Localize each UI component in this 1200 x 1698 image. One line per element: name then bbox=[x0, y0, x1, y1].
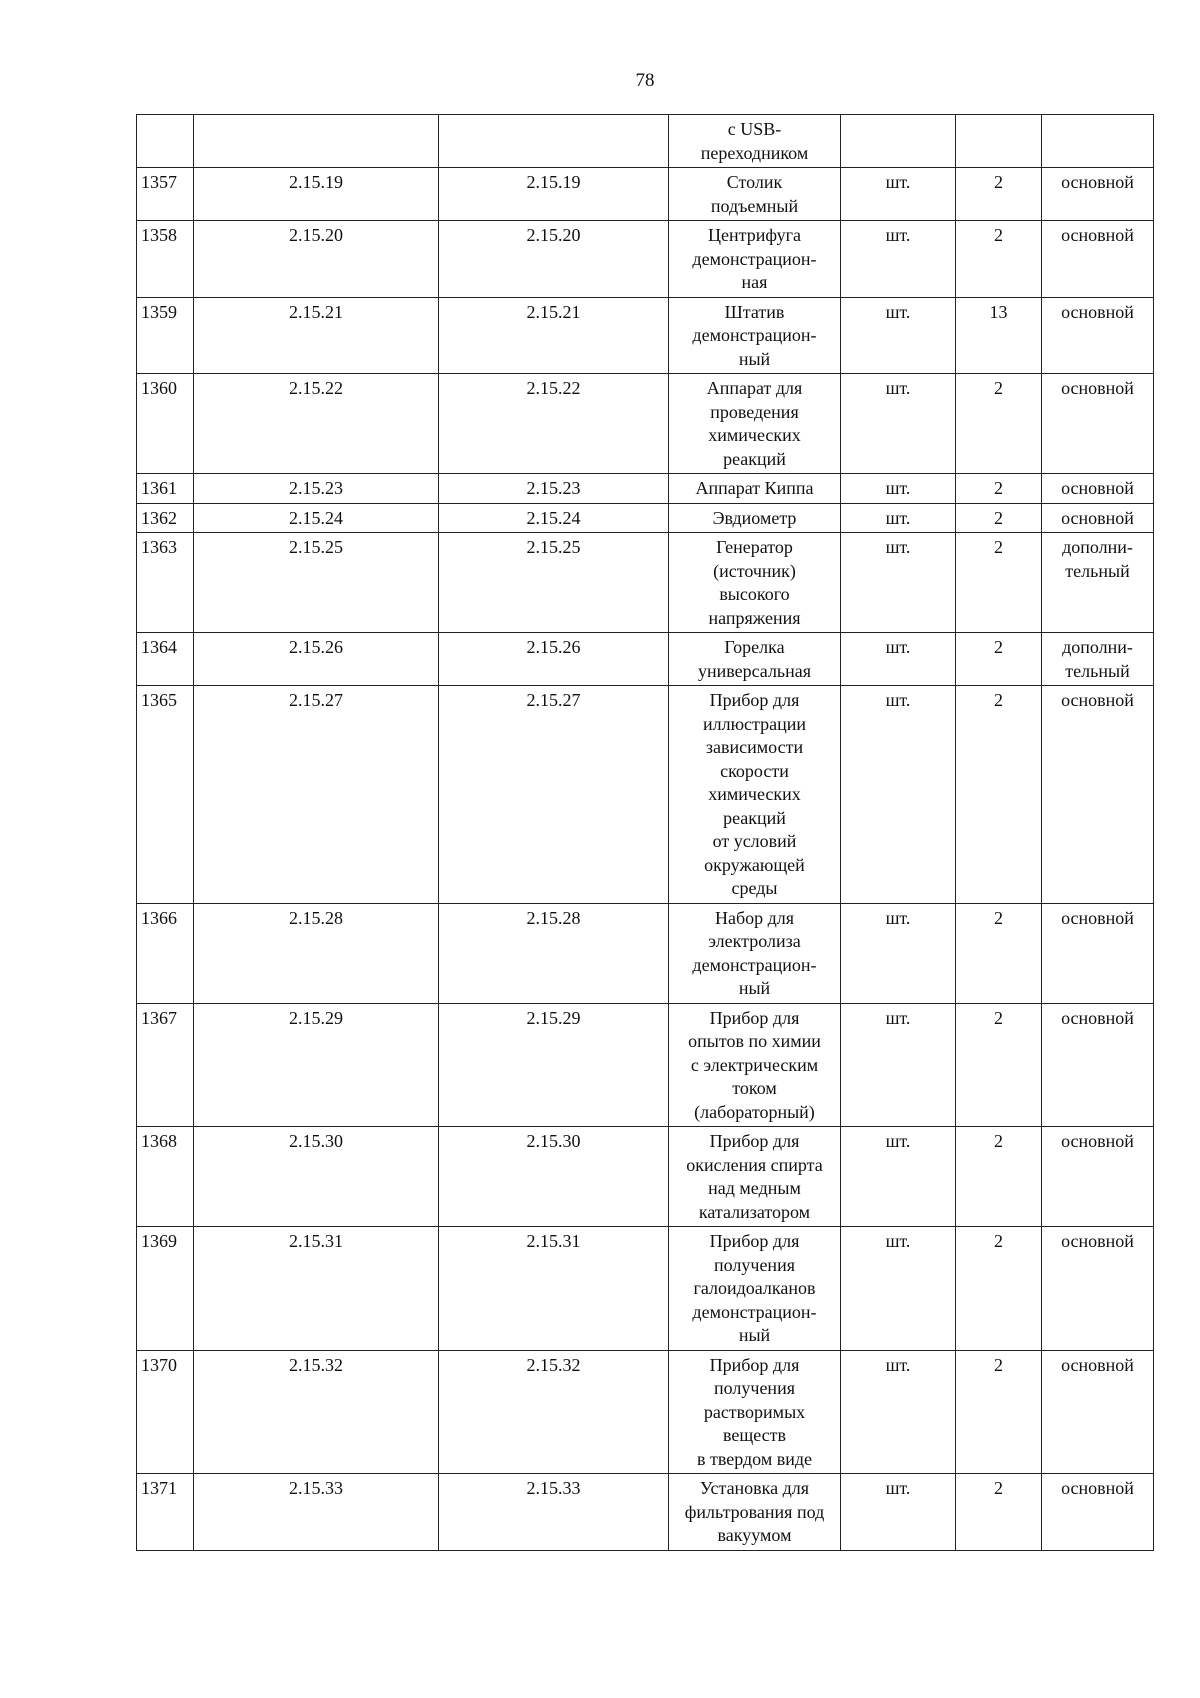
item-name-line: катализатором bbox=[698, 1201, 811, 1222]
unit-cell: шт. bbox=[841, 1474, 956, 1551]
unit-cell: шт. bbox=[841, 297, 956, 374]
item-name-line: среды bbox=[731, 878, 778, 898]
table-row bbox=[137, 1474, 1154, 1551]
code-alt-cell: 2.15.33 bbox=[439, 1474, 669, 1551]
row-number-cell bbox=[137, 115, 194, 168]
type-cell bbox=[1042, 297, 1154, 374]
code-alt-cell: 2.15.27 bbox=[439, 686, 669, 904]
type-line: основной bbox=[1061, 478, 1134, 498]
item-name-line: Столик bbox=[726, 172, 783, 192]
table-row bbox=[137, 1350, 1154, 1474]
unit-cell: шт. bbox=[841, 1003, 956, 1127]
item-name-line: получения bbox=[714, 1378, 795, 1398]
row-number-cell: 1371 bbox=[137, 1474, 194, 1551]
item-name-line: Прибор для bbox=[709, 1007, 800, 1028]
quantity-cell: 2 bbox=[956, 1003, 1042, 1127]
code-cell: 2.15.20 bbox=[194, 221, 439, 298]
item-name-line: Прибор для bbox=[709, 1231, 800, 1251]
item-name-line: демонстрацион- bbox=[692, 954, 817, 975]
item-name-cell bbox=[669, 903, 841, 1003]
table-row bbox=[137, 297, 1154, 374]
type-cell bbox=[1042, 1003, 1154, 1127]
item-name-line: от условий bbox=[712, 831, 797, 851]
item-name-line: проведения bbox=[710, 401, 799, 422]
table-row bbox=[137, 533, 1154, 633]
table-row bbox=[137, 1003, 1154, 1127]
type-cell bbox=[1042, 533, 1154, 633]
type-line: основной bbox=[1061, 907, 1134, 928]
row-number-cell: 1359 bbox=[137, 297, 194, 374]
item-name-line: (лабораторный) bbox=[694, 1101, 815, 1122]
item-name-line: зависимости bbox=[705, 737, 804, 757]
row-number-cell: 1357 bbox=[137, 168, 194, 221]
item-name-line: растворимых bbox=[703, 1401, 806, 1422]
row-number-cell: 1365 bbox=[137, 686, 194, 904]
row-number-cell: 1370 bbox=[137, 1350, 194, 1474]
item-name-line: ный bbox=[738, 348, 771, 369]
type-cell bbox=[1042, 633, 1154, 686]
item-name-line: током bbox=[732, 1078, 777, 1098]
item-name-line: скорости bbox=[720, 760, 789, 781]
type-cell bbox=[1042, 1227, 1154, 1351]
code-cell: 2.15.22 bbox=[194, 374, 439, 474]
row-number-cell: 1361 bbox=[137, 474, 194, 504]
item-name-line: демонстрацион- bbox=[692, 325, 817, 345]
code-cell: 2.15.31 bbox=[194, 1227, 439, 1351]
quantity-cell: 2 bbox=[956, 374, 1042, 474]
item-name-line: напряжения bbox=[708, 607, 801, 628]
item-name-line: Эвдиометр bbox=[712, 507, 797, 528]
type-cell bbox=[1042, 374, 1154, 474]
item-name-cell bbox=[669, 374, 841, 474]
item-name-line: Аппарат для bbox=[706, 378, 803, 398]
item-name-line: получения bbox=[714, 1254, 795, 1275]
code-cell: 2.15.33 bbox=[194, 1474, 439, 1551]
quantity-cell: 2 bbox=[956, 1350, 1042, 1474]
type-cell bbox=[1042, 1127, 1154, 1227]
code-cell: 2.15.21 bbox=[194, 297, 439, 374]
code-alt-cell: 2.15.30 bbox=[439, 1127, 669, 1227]
type-cell bbox=[1042, 168, 1154, 221]
code-alt-cell: 2.15.32 bbox=[439, 1350, 669, 1474]
type-cell bbox=[1042, 221, 1154, 298]
quantity-cell: 2 bbox=[956, 503, 1042, 533]
unit-cell: шт. bbox=[841, 633, 956, 686]
item-name-line: демонстрацион- bbox=[692, 1301, 817, 1322]
table-row bbox=[137, 633, 1154, 686]
quantity-cell: 2 bbox=[956, 686, 1042, 904]
quantity-cell bbox=[956, 115, 1042, 168]
type-line: основной bbox=[1061, 1131, 1134, 1151]
unit-cell: шт. bbox=[841, 168, 956, 221]
type-line: основной bbox=[1061, 301, 1134, 322]
item-name-line: Набор для bbox=[714, 907, 795, 928]
row-number-cell: 1367 bbox=[137, 1003, 194, 1127]
unit-cell: шт. bbox=[841, 533, 956, 633]
code-alt-cell bbox=[439, 115, 669, 168]
item-name-line: Прибор для bbox=[709, 690, 800, 710]
row-number-cell: 1366 bbox=[137, 903, 194, 1003]
item-name-line: (источник) bbox=[713, 560, 796, 581]
quantity-cell: 2 bbox=[956, 1127, 1042, 1227]
item-name-line: ный bbox=[738, 1325, 771, 1345]
item-name-line: в твердом виде bbox=[697, 1448, 812, 1469]
item-name-line: Прибор для bbox=[709, 1131, 800, 1151]
type-line: основной bbox=[1061, 507, 1134, 528]
item-name-line: реакций bbox=[723, 448, 786, 469]
item-name-line: реакций bbox=[723, 807, 786, 828]
unit-cell: шт. bbox=[841, 686, 956, 904]
quantity-cell: 2 bbox=[956, 903, 1042, 1003]
item-name-line: ный bbox=[738, 978, 771, 998]
item-name-line: с электрическим bbox=[690, 1054, 819, 1075]
table-row bbox=[137, 168, 1154, 221]
quantity-cell: 2 bbox=[956, 168, 1042, 221]
item-name-line: фильтрования под bbox=[684, 1501, 825, 1522]
item-name-cell bbox=[669, 533, 841, 633]
type-line: основной bbox=[1061, 378, 1134, 398]
type-line: дополни- bbox=[1062, 537, 1133, 557]
code-cell: 2.15.27 bbox=[194, 686, 439, 904]
code-cell: 2.15.28 bbox=[194, 903, 439, 1003]
unit-cell: шт. bbox=[841, 374, 956, 474]
code-cell bbox=[194, 115, 439, 168]
type-cell bbox=[1042, 1350, 1154, 1474]
item-name-cell bbox=[669, 1350, 841, 1474]
item-name-line: Центрифуга bbox=[708, 225, 801, 245]
item-name-line: Горелка bbox=[724, 637, 785, 657]
item-name-line: Прибор для bbox=[709, 1354, 800, 1375]
table-row bbox=[137, 1127, 1154, 1227]
item-name-line: демонстрацион- bbox=[692, 248, 817, 269]
type-line: основной bbox=[1061, 1231, 1134, 1251]
unit-cell: шт. bbox=[841, 1227, 956, 1351]
code-alt-cell: 2.15.28 bbox=[439, 903, 669, 1003]
type-line: основной bbox=[1061, 1354, 1134, 1375]
row-number-cell: 1362 bbox=[137, 503, 194, 533]
item-name-line: опытов по химии bbox=[688, 1031, 821, 1051]
item-name-line: переходником bbox=[700, 142, 809, 163]
row-number-cell: 1369 bbox=[137, 1227, 194, 1351]
code-cell: 2.15.19 bbox=[194, 168, 439, 221]
quantity-cell: 13 bbox=[956, 297, 1042, 374]
unit-cell: шт. bbox=[841, 221, 956, 298]
table-row bbox=[137, 115, 1154, 168]
code-alt-cell: 2.15.26 bbox=[439, 633, 669, 686]
row-number-cell: 1364 bbox=[137, 633, 194, 686]
unit-cell: шт. bbox=[841, 474, 956, 504]
unit-cell: шт. bbox=[841, 1350, 956, 1474]
item-name-line: Штатив bbox=[724, 301, 785, 322]
code-cell: 2.15.26 bbox=[194, 633, 439, 686]
table-row bbox=[137, 1227, 1154, 1351]
item-name-cell bbox=[669, 1227, 841, 1351]
item-name-line: высокого bbox=[719, 584, 790, 604]
table-row bbox=[137, 686, 1154, 904]
unit-cell: шт. bbox=[841, 903, 956, 1003]
item-name-line: галоидоалканов bbox=[693, 1278, 816, 1298]
page-number: 78 bbox=[635, 70, 655, 91]
type-cell bbox=[1042, 474, 1154, 504]
item-name-line: веществ bbox=[722, 1425, 787, 1445]
type-line: основной bbox=[1061, 172, 1134, 192]
item-name-line: ная bbox=[741, 272, 768, 292]
type-line: основной bbox=[1061, 225, 1134, 245]
type-line: основной bbox=[1061, 690, 1134, 710]
code-alt-cell: 2.15.29 bbox=[439, 1003, 669, 1127]
table-row bbox=[137, 474, 1154, 504]
code-alt-cell: 2.15.20 bbox=[439, 221, 669, 298]
code-alt-cell: 2.15.31 bbox=[439, 1227, 669, 1351]
code-cell: 2.15.23 bbox=[194, 474, 439, 504]
type-cell bbox=[1042, 115, 1154, 168]
table-row bbox=[137, 374, 1154, 474]
type-line: тельный bbox=[1065, 660, 1130, 681]
quantity-cell: 2 bbox=[956, 533, 1042, 633]
type-cell bbox=[1042, 903, 1154, 1003]
table-row bbox=[137, 221, 1154, 298]
item-name-cell bbox=[669, 1474, 841, 1551]
item-name-cell bbox=[669, 115, 841, 168]
code-alt-cell: 2.15.19 bbox=[439, 168, 669, 221]
type-cell bbox=[1042, 1474, 1154, 1551]
table-body bbox=[137, 115, 1154, 1551]
unit-cell: шт. bbox=[841, 503, 956, 533]
unit-cell: шт. bbox=[841, 1127, 956, 1227]
quantity-cell: 2 bbox=[956, 1474, 1042, 1551]
quantity-cell: 2 bbox=[956, 1227, 1042, 1351]
type-cell bbox=[1042, 686, 1154, 904]
item-name-line: химических bbox=[708, 784, 801, 804]
quantity-cell: 2 bbox=[956, 221, 1042, 298]
item-name-line: Установка для bbox=[699, 1478, 810, 1498]
code-cell: 2.15.24 bbox=[194, 503, 439, 533]
item-name-cell bbox=[669, 474, 841, 504]
item-name-line: окружающей bbox=[704, 854, 805, 875]
item-name-cell bbox=[669, 297, 841, 374]
row-number-cell: 1360 bbox=[137, 374, 194, 474]
type-line: дополни- bbox=[1062, 637, 1133, 657]
type-line: основной bbox=[1061, 1007, 1134, 1028]
item-name-line: подъемный bbox=[710, 195, 799, 216]
type-cell bbox=[1042, 503, 1154, 533]
type-line: тельный bbox=[1065, 560, 1130, 581]
row-number-cell: 1358 bbox=[137, 221, 194, 298]
type-line: основной bbox=[1061, 1478, 1134, 1498]
table-row bbox=[137, 503, 1154, 533]
item-name-line: вакуумом bbox=[717, 1525, 792, 1545]
item-name-line: Генератор bbox=[716, 537, 793, 557]
code-alt-cell: 2.15.23 bbox=[439, 474, 669, 504]
table-row bbox=[137, 903, 1154, 1003]
item-name-cell bbox=[669, 1003, 841, 1127]
row-number-cell: 1368 bbox=[137, 1127, 194, 1227]
quantity-cell: 2 bbox=[956, 474, 1042, 504]
quantity-cell: 2 bbox=[956, 633, 1042, 686]
code-cell: 2.15.32 bbox=[194, 1350, 439, 1474]
item-name-line: универсальная bbox=[697, 660, 812, 681]
item-name-line: окисления спирта bbox=[686, 1154, 823, 1175]
code-alt-cell: 2.15.22 bbox=[439, 374, 669, 474]
row-number-cell: 1363 bbox=[137, 533, 194, 633]
code-alt-cell: 2.15.24 bbox=[439, 503, 669, 533]
item-name-cell bbox=[669, 168, 841, 221]
item-name-cell bbox=[669, 503, 841, 533]
code-cell: 2.15.29 bbox=[194, 1003, 439, 1127]
item-name-line: с USB- bbox=[727, 119, 782, 139]
item-name-cell bbox=[669, 633, 841, 686]
item-name-cell bbox=[669, 1127, 841, 1227]
code-cell: 2.15.30 bbox=[194, 1127, 439, 1227]
item-name-line: Аппарат Киппа bbox=[695, 478, 814, 498]
code-cell: 2.15.25 bbox=[194, 533, 439, 633]
equipment-table bbox=[136, 114, 1154, 1551]
item-name-line: иллюстрации bbox=[702, 713, 806, 734]
item-name-cell bbox=[669, 686, 841, 904]
item-name-line: над медным bbox=[708, 1178, 801, 1198]
unit-cell bbox=[841, 115, 956, 168]
item-name-line: электролиза bbox=[708, 931, 801, 951]
item-name-line: химических bbox=[708, 425, 801, 445]
code-alt-cell: 2.15.25 bbox=[439, 533, 669, 633]
code-alt-cell: 2.15.21 bbox=[439, 297, 669, 374]
item-name-cell bbox=[669, 221, 841, 298]
